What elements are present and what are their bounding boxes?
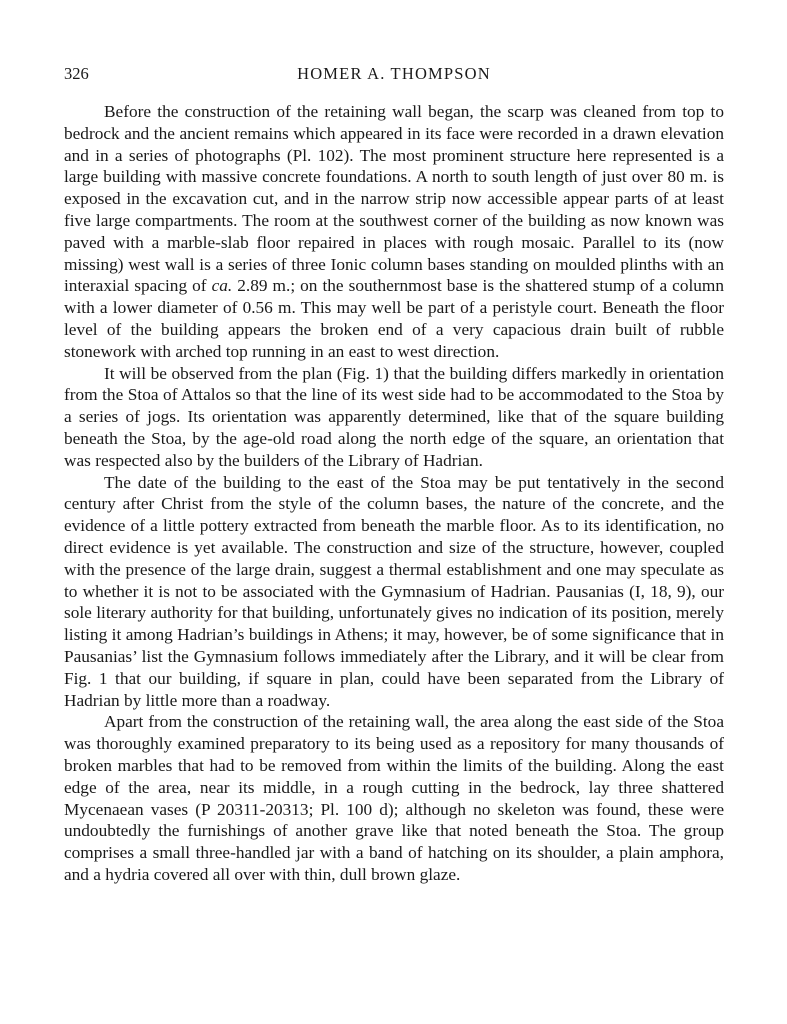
paragraph-1: Before the construction of the retaining wall began, the scarp was cleaned from top to bedrock and the ancient remains which appeared in its face were recorded in a drawn elevation and in a series of photographs (Pl. 102). The most prominent structure here represented is a large building with massive concrete foundations. A north to south length of just over 80 m. is exposed in the excavation cut, and in the narrow strip now accessible appear parts of at least five large compartments. The room at the southwest corner of the building as now known was paved with a marble-slab floor repaired in places with rough mosaic. Parallel to its (now missing) west wall is a series of three Ionic column bases standing on moulded plinths with an interaxial spacing of ca. 2.89 m.; on the southernmost base is the shattered stump of a column with a lower diameter of 0.56 m. This may well be part of a peristyle court. Beneath the floor level of the building appears the broken end of a very capacious drain built of rubble stonework with arched top running in an east to west direction. (64, 102, 724, 361)
paragraph-4: Apart from the construction of the retaining wall, the area along the east side of the Stoa was thoroughly examined preparatory to its being used as a repository for many thousands of broken marbles that had to be removed from within the limits of the building. Along the east edge of the area, near its middle, in a rough cutting in the bedrock, lay three shattered Mycenaean vases (P 20311-20313; Pl. 100 d); although no skeleton was found, these were undoubtedly the furnishings of another grave like that noted beneath the Stoa. The group comprises a small three-handled jar with a band of hatching on its shoulder, a plain amphora, and a hydria covered all over with thin, dull brown glaze. (64, 712, 724, 884)
paragraph-2: It will be observed from the plan (Fig. 1) that the building differs markedly in orientation from the Stoa of Attalos so that the line of its west side had to be accommodated to the Stoa by a series of jogs. Its orientation was apparently determined, like that of the square building beneath the Stoa, by the age-old road along the north edge of the square, an orientation that was respected also by the builders of the Library of Hadrian. (64, 363, 724, 470)
page-number: 326 (64, 64, 89, 83)
page-header (64, 64, 724, 90)
running-head: HOMER A. THOMPSON (297, 64, 491, 83)
italic-abbrev: ca. (211, 276, 233, 296)
article-body (64, 101, 724, 886)
page (64, 64, 724, 886)
paragraph-3: The date of the building to the east of the Stoa may be put tentatively in the second century after Christ from the style of the column bases, the nature of the concrete, and the evidence of a little pottery extracted from beneath the marble floor. As to its identification, no direct evidence is yet available. The construction and size of the structure, however, coupled with the presence of the large drain, suggest a thermal establishment and one may speculate as to whether it is not to be associated with the Gymnasium of Hadrian. Pausanias (I, 18, 9), our sole literary authority for that building, unfortunately gives no indication of its position, merely listing it among Hadrian’s buildings in Athens; it may, however, be of some significance that in Pausanias’ list the Gymnasium follows immediately after the Library, and it will be clear from Fig. 1 that our building, if square in plan, could have been separated from the Library of Hadrian by little more than a roadway. (64, 472, 724, 710)
